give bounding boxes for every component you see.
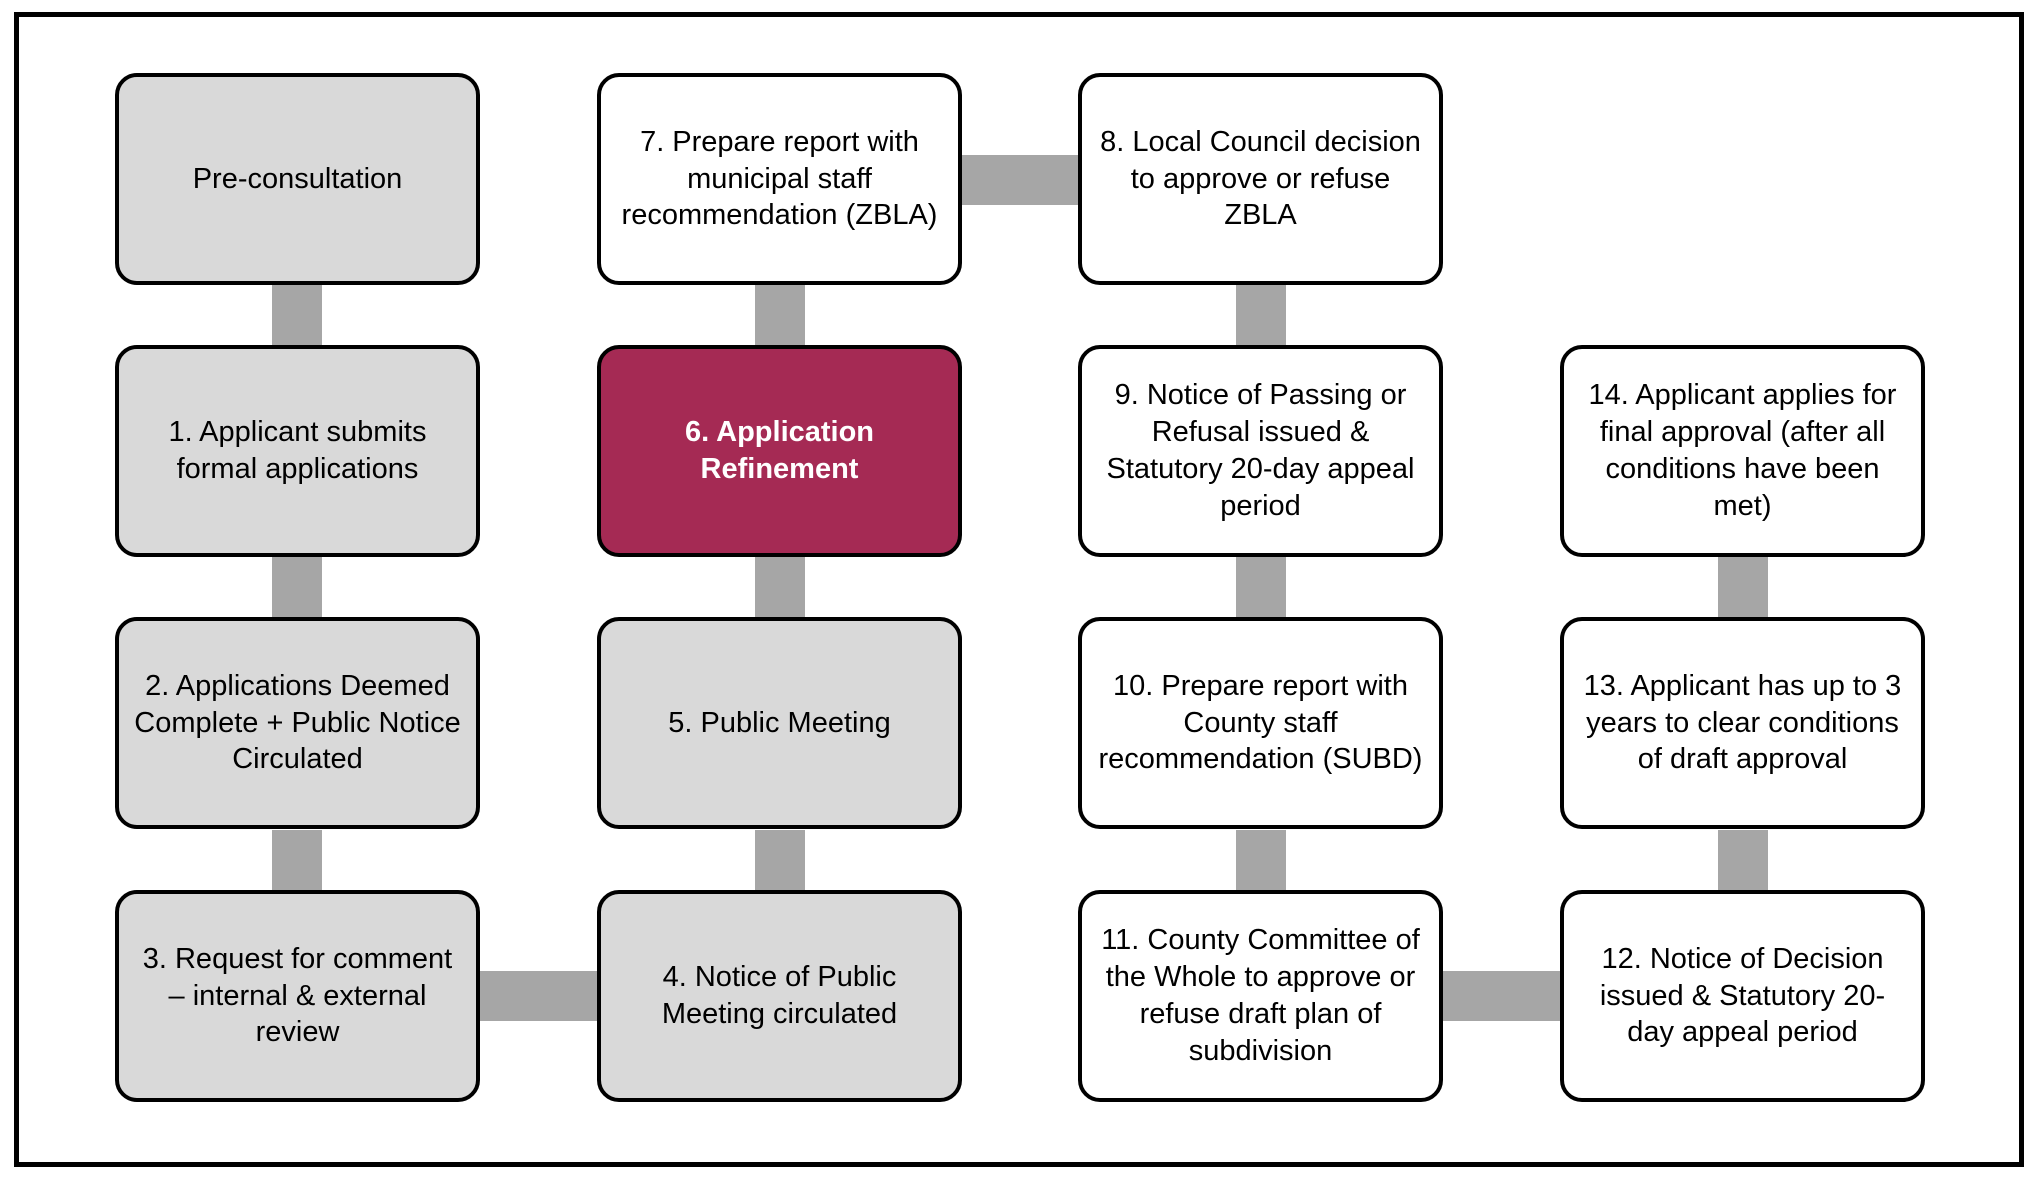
node-label-step-12: 12. Notice of Decision issued & Statutory 20-day appeal period bbox=[1599, 942, 1886, 1049]
node-label-step-10: 10. Prepare report with County staff recommendation (SUBD) bbox=[1098, 669, 1423, 776]
connector-step-8-to-9 bbox=[1236, 285, 1286, 345]
node-step-14[interactable] bbox=[1560, 345, 1925, 557]
node-label-step-7: 7. Prepare report with municipal staff recommendation (ZBLA) bbox=[621, 125, 938, 232]
connector-step-1-to-2 bbox=[272, 557, 322, 617]
node-label-step-8: 8. Local Council decision to approve or refuse ZBLA bbox=[1100, 125, 1421, 232]
connector-step-7-to-8 bbox=[962, 155, 1078, 205]
node-label-step-9: 9. Notice of Passing or Refusal issued & Statutory 20-day appeal period bbox=[1106, 379, 1415, 522]
node-label-step-2: 2. Applications Deemed Complete + Public Notice Circulated bbox=[134, 669, 461, 776]
connector-step-12-to-13 bbox=[1718, 830, 1768, 890]
node-label-step-11: 11. County Committee of the Whole to approve or refuse draft plan of subdivision bbox=[1101, 924, 1420, 1067]
node-label-step-5: 5. Public Meeting bbox=[668, 706, 891, 739]
node-label-step-4: 4. Notice of Public Meeting circulated bbox=[661, 961, 898, 1030]
node-step-11[interactable] bbox=[1078, 890, 1443, 1102]
node-step-10[interactable] bbox=[1078, 617, 1443, 829]
node-label-step-1: 1. Applicant submits formal applications bbox=[168, 416, 427, 485]
node-label-step-13: 13. Applicant has up to 3 years to clear conditions of draft approval bbox=[1583, 669, 1902, 776]
connector-step-5-to-6 bbox=[755, 557, 805, 617]
node-label-step-6: 6. Application Refinement bbox=[684, 416, 875, 485]
connector-step-10-to-11 bbox=[1236, 830, 1286, 890]
node-step-8[interactable] bbox=[1078, 73, 1443, 285]
node-step-7[interactable] bbox=[597, 73, 962, 285]
connector-step-4-to-5 bbox=[755, 830, 805, 890]
node-step-3[interactable] bbox=[115, 890, 480, 1102]
node-step-5[interactable] bbox=[597, 617, 962, 829]
node-pre-consultation[interactable] bbox=[115, 73, 480, 285]
node-label-step-14: 14. Applicant applies for final approval (after all conditions have been met) bbox=[1588, 379, 1897, 522]
connector-step-3-to-4 bbox=[480, 971, 597, 1021]
connector-step-9-to-10 bbox=[1236, 557, 1286, 617]
node-step-2[interactable] bbox=[115, 617, 480, 829]
connector-step-13-to-14 bbox=[1718, 557, 1768, 617]
node-step-1[interactable] bbox=[115, 345, 480, 557]
node-label-pre-consultation: Pre-consultation bbox=[192, 162, 403, 195]
node-step-6[interactable] bbox=[597, 345, 962, 557]
node-step-4[interactable] bbox=[597, 890, 962, 1102]
node-label-step-3: 3. Request for comment – internal & external review bbox=[142, 942, 453, 1049]
connector-step-2-to-3 bbox=[272, 830, 322, 890]
connector-step-6-to-7 bbox=[755, 285, 805, 345]
connector-pre-consultation-to-1 bbox=[272, 285, 322, 345]
node-step-13[interactable] bbox=[1560, 617, 1925, 829]
node-step-9[interactable] bbox=[1078, 345, 1443, 557]
node-step-12[interactable] bbox=[1560, 890, 1925, 1102]
connector-step-11-to-12 bbox=[1443, 971, 1560, 1021]
